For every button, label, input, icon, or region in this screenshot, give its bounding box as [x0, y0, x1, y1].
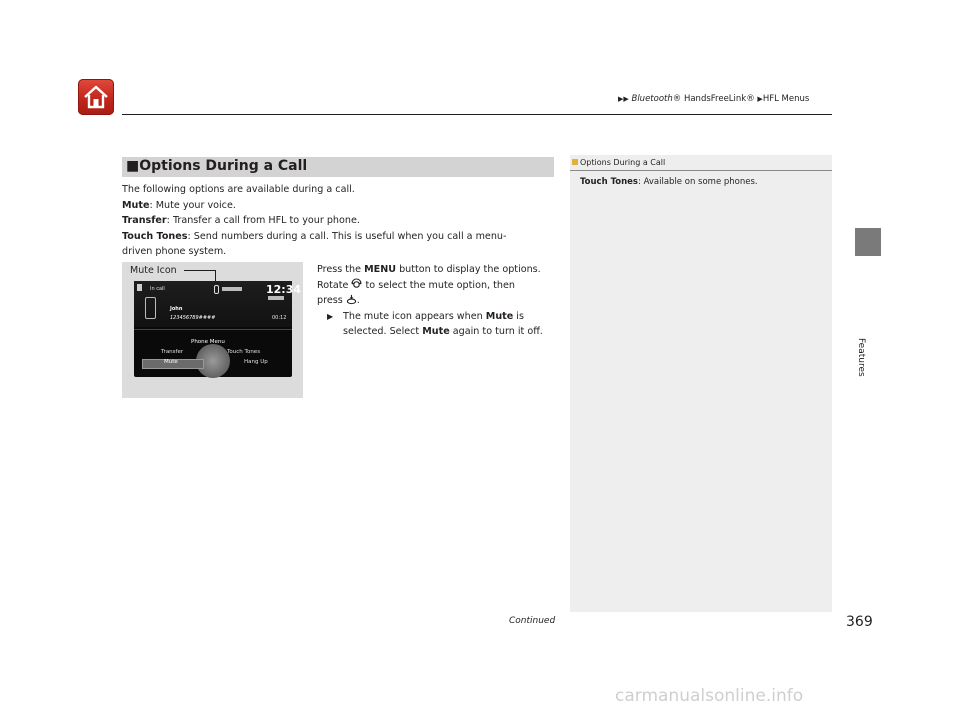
mute-icon-callout: Mute Icon	[130, 265, 177, 276]
section-tab-label: Features	[856, 338, 866, 377]
text: Press the	[317, 264, 365, 275]
note-heading-text: Options During a Call	[580, 158, 666, 167]
text: to select the mute option, then	[362, 279, 515, 291]
touch-tones-option	[122, 229, 562, 245]
touch-tones-term: Touch Tones	[122, 230, 188, 242]
home-button[interactable]	[78, 79, 114, 115]
continued-label: Continued	[509, 616, 556, 626]
transfer-desc: : Transfer a call from HFL to your phone.	[166, 215, 360, 226]
menu-option-mute: Mute	[164, 359, 178, 365]
intro-text: The following options are available during a call.	[122, 184, 355, 195]
breadcrumb-arrow-icon: ▶	[757, 95, 763, 103]
watermark: carmanualsonline.info	[615, 686, 804, 706]
note-divider	[570, 170, 832, 171]
phone-icon	[145, 297, 156, 319]
text: Rotate	[317, 279, 352, 291]
text: .	[356, 295, 360, 306]
clock: 12:34	[266, 283, 302, 296]
menu-option-hang-up: Hang Up	[244, 359, 268, 365]
instruction-step-2	[317, 278, 559, 294]
callout-line	[184, 270, 216, 271]
rotate-knob-icon	[351, 279, 362, 290]
transfer-option	[122, 213, 562, 229]
menu-button-ref: MENU	[364, 264, 397, 275]
audio-display-screen	[134, 281, 302, 377]
instruction-result	[317, 309, 559, 325]
note-text	[580, 177, 758, 187]
call-duration: 00:12	[272, 315, 287, 321]
header-divider	[122, 114, 832, 115]
notes-panel	[570, 155, 832, 612]
note-desc: : Available on some phones.	[638, 177, 758, 187]
instruction-result-cont	[317, 324, 559, 340]
note-icon	[572, 159, 578, 165]
home-icon	[82, 83, 110, 111]
menu-option-transfer: Transfer	[161, 349, 184, 355]
text: The mute icon appears when	[343, 310, 486, 322]
menu-option-touch-tones: Touch Tones	[227, 349, 261, 355]
note-heading	[572, 158, 665, 167]
page-number: 369	[846, 614, 873, 630]
caller-name: John	[170, 306, 183, 312]
instructions	[317, 262, 559, 340]
breadcrumb-item-bluetooth[interactable]: Bluetooth	[631, 94, 673, 104]
section-tab-marker[interactable]	[855, 228, 881, 256]
text: selected. Select	[343, 326, 423, 337]
result-arrow-icon: ▶	[327, 311, 334, 321]
breadcrumb-arrow-icon: ▶▶	[618, 95, 629, 103]
mute-icon	[214, 285, 219, 294]
text: is	[513, 310, 524, 322]
mute-desc: : Mute your voice.	[149, 199, 236, 211]
volume-icon	[268, 296, 284, 300]
registered-mark: ®	[672, 94, 682, 104]
mute-term: Mute	[422, 326, 450, 337]
instruction-step-1	[317, 262, 559, 278]
breadcrumb-item-hfl-menus[interactable]: HFL Menus	[762, 94, 810, 104]
call-status: In call	[150, 286, 165, 292]
section-title: ■Options During a Call	[126, 158, 308, 174]
options-description	[122, 182, 562, 260]
caller-number: 123456789####	[170, 315, 216, 321]
text: press	[317, 295, 346, 306]
signal-battery-icon	[222, 287, 242, 291]
text: again to turn it off.	[449, 326, 543, 337]
press-knob-icon	[346, 294, 357, 305]
touch-tones-desc: : Send numbers during a call. This is useful when you call a menu-	[187, 230, 507, 242]
transfer-term: Transfer	[122, 215, 167, 226]
instruction-step-3	[317, 293, 559, 309]
breadcrumb	[618, 94, 809, 104]
mute-option	[122, 198, 562, 214]
touch-tones-desc-cont: driven phone system.	[122, 246, 227, 257]
text: button to display the options.	[396, 264, 541, 275]
mute-term: Mute	[485, 310, 514, 322]
screen-divider	[134, 329, 292, 330]
mute-term: Mute	[122, 199, 150, 211]
note-term: Touch Tones	[580, 177, 638, 187]
phone-status-icon	[137, 284, 142, 291]
phone-menu-title: Phone Menu	[191, 339, 225, 345]
breadcrumb-item-handsfreelink[interactable]: HandsFreeLink®	[681, 94, 755, 104]
